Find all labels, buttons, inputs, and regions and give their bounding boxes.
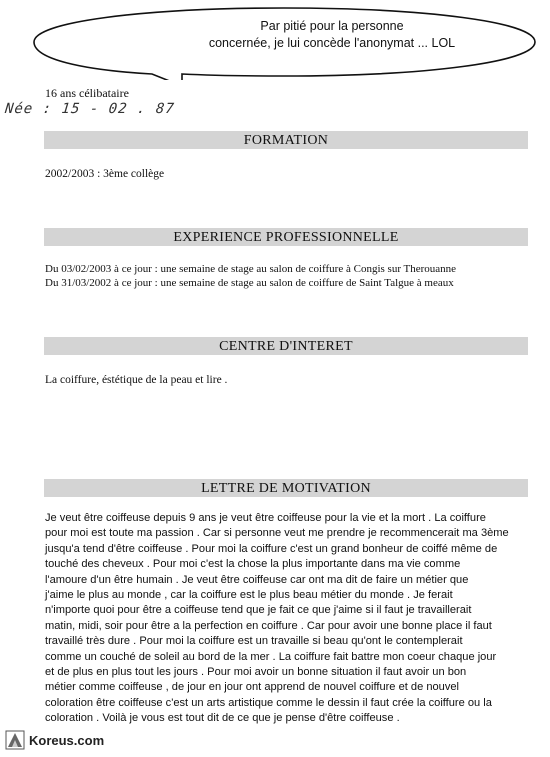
interests-line: La coiffure, éstétique de la peau et lire . bbox=[45, 374, 228, 386]
koreus-watermark bbox=[5, 730, 104, 750]
speech-bubble bbox=[32, 4, 537, 80]
watermark-text: Koreus.com bbox=[29, 732, 105, 748]
section-header-motivation: LETTRE DE MOTIVATION bbox=[44, 479, 528, 497]
letter-line: coloration . Voilà je vous est tout dit de ce que je pense d'être coiffeuse . bbox=[45, 712, 400, 725]
experience-line: Du 31/03/2002 à ce jour : une semaine de stage au salon de coiffure de Saint Talgue à meaux bbox=[45, 277, 454, 289]
letter-line: comme un couché de soleil au bord de la mer . La coiffure fait battre mon coeur chaque jour bbox=[45, 650, 497, 663]
koreus-logo-icon bbox=[5, 730, 25, 750]
age-status: 16 ans célibataire bbox=[45, 86, 129, 100]
letter-line: n'importe quoi pour être a coiffeuse tend que je fait ce que j'aime si il faut je travaillerait bbox=[45, 604, 472, 617]
letter-line: jusqu'a tend d'être coiffeuse . Pour moi la coiffure c'est un grand bonheur de coiffé même de bbox=[45, 542, 498, 555]
letter-line: Je veut être coiffeuse depuis 9 ans je veut être coiffeuse pour la vie et la mort . La coiffure bbox=[45, 512, 486, 524]
letter-line: coloration être coiffeuse c'est un arts artistique comme le dessin il faut crée la coiffure ou la bbox=[45, 696, 492, 709]
letter-line: métier comme coiffeuse , de jour en jour ont apprend de nouvel coiffure et de nouvel bbox=[45, 681, 460, 694]
bubble-line: concernée, je lui concède l'anonymat ... LOL bbox=[208, 36, 456, 50]
letter-line: pour moi est toute ma passion . Car si personne veut me prendre je recommencerait ma 3ème bbox=[45, 527, 509, 540]
section-header-interests: CENTRE D'INTERET bbox=[44, 337, 528, 355]
bubble-line: Par pitié pour la personne bbox=[260, 19, 404, 33]
letter-line: j'aime le plus au monde , car la coiffure est le plus beau métier du monde . Je ferait bbox=[45, 589, 453, 602]
letter-line: et de plus en plus tout les jours . Pour moi avoir un bonne situation il faut avoir un bon bbox=[45, 666, 467, 679]
birth-date-handwritten: Née : 15 - 02 . 87 bbox=[4, 101, 176, 117]
letter-line: l'amoure d'un être humain . Je veut être coiffeuse car ont ma dit de faire un métier que bbox=[45, 573, 469, 586]
motivation-letter bbox=[45, 511, 535, 727]
letter-line: touché des cheveux . Pour moi c'est la chose la plus importante dans ma vie comme bbox=[45, 558, 461, 571]
speech-bubble-text bbox=[182, 18, 482, 52]
section-header-formation: FORMATION bbox=[44, 131, 528, 149]
formation-line: 2002/2003 : 3ème collège bbox=[45, 168, 165, 180]
letter-line: matin, midi, soir pour être a la perfection en coiffure . Car pour avoir une bonne place il faut bbox=[45, 619, 492, 632]
letter-line: travaillé très dure . Pour moi la coiffure est un travaille si beau qu'ont le contemplerait bbox=[45, 635, 463, 648]
section-header-experience: EXPERIENCE PROFESSIONNELLE bbox=[44, 228, 528, 246]
experience-line: Du 03/02/2003 à ce jour : une semaine de stage au salon de coiffure à Congis sur Therouanne bbox=[45, 263, 457, 275]
